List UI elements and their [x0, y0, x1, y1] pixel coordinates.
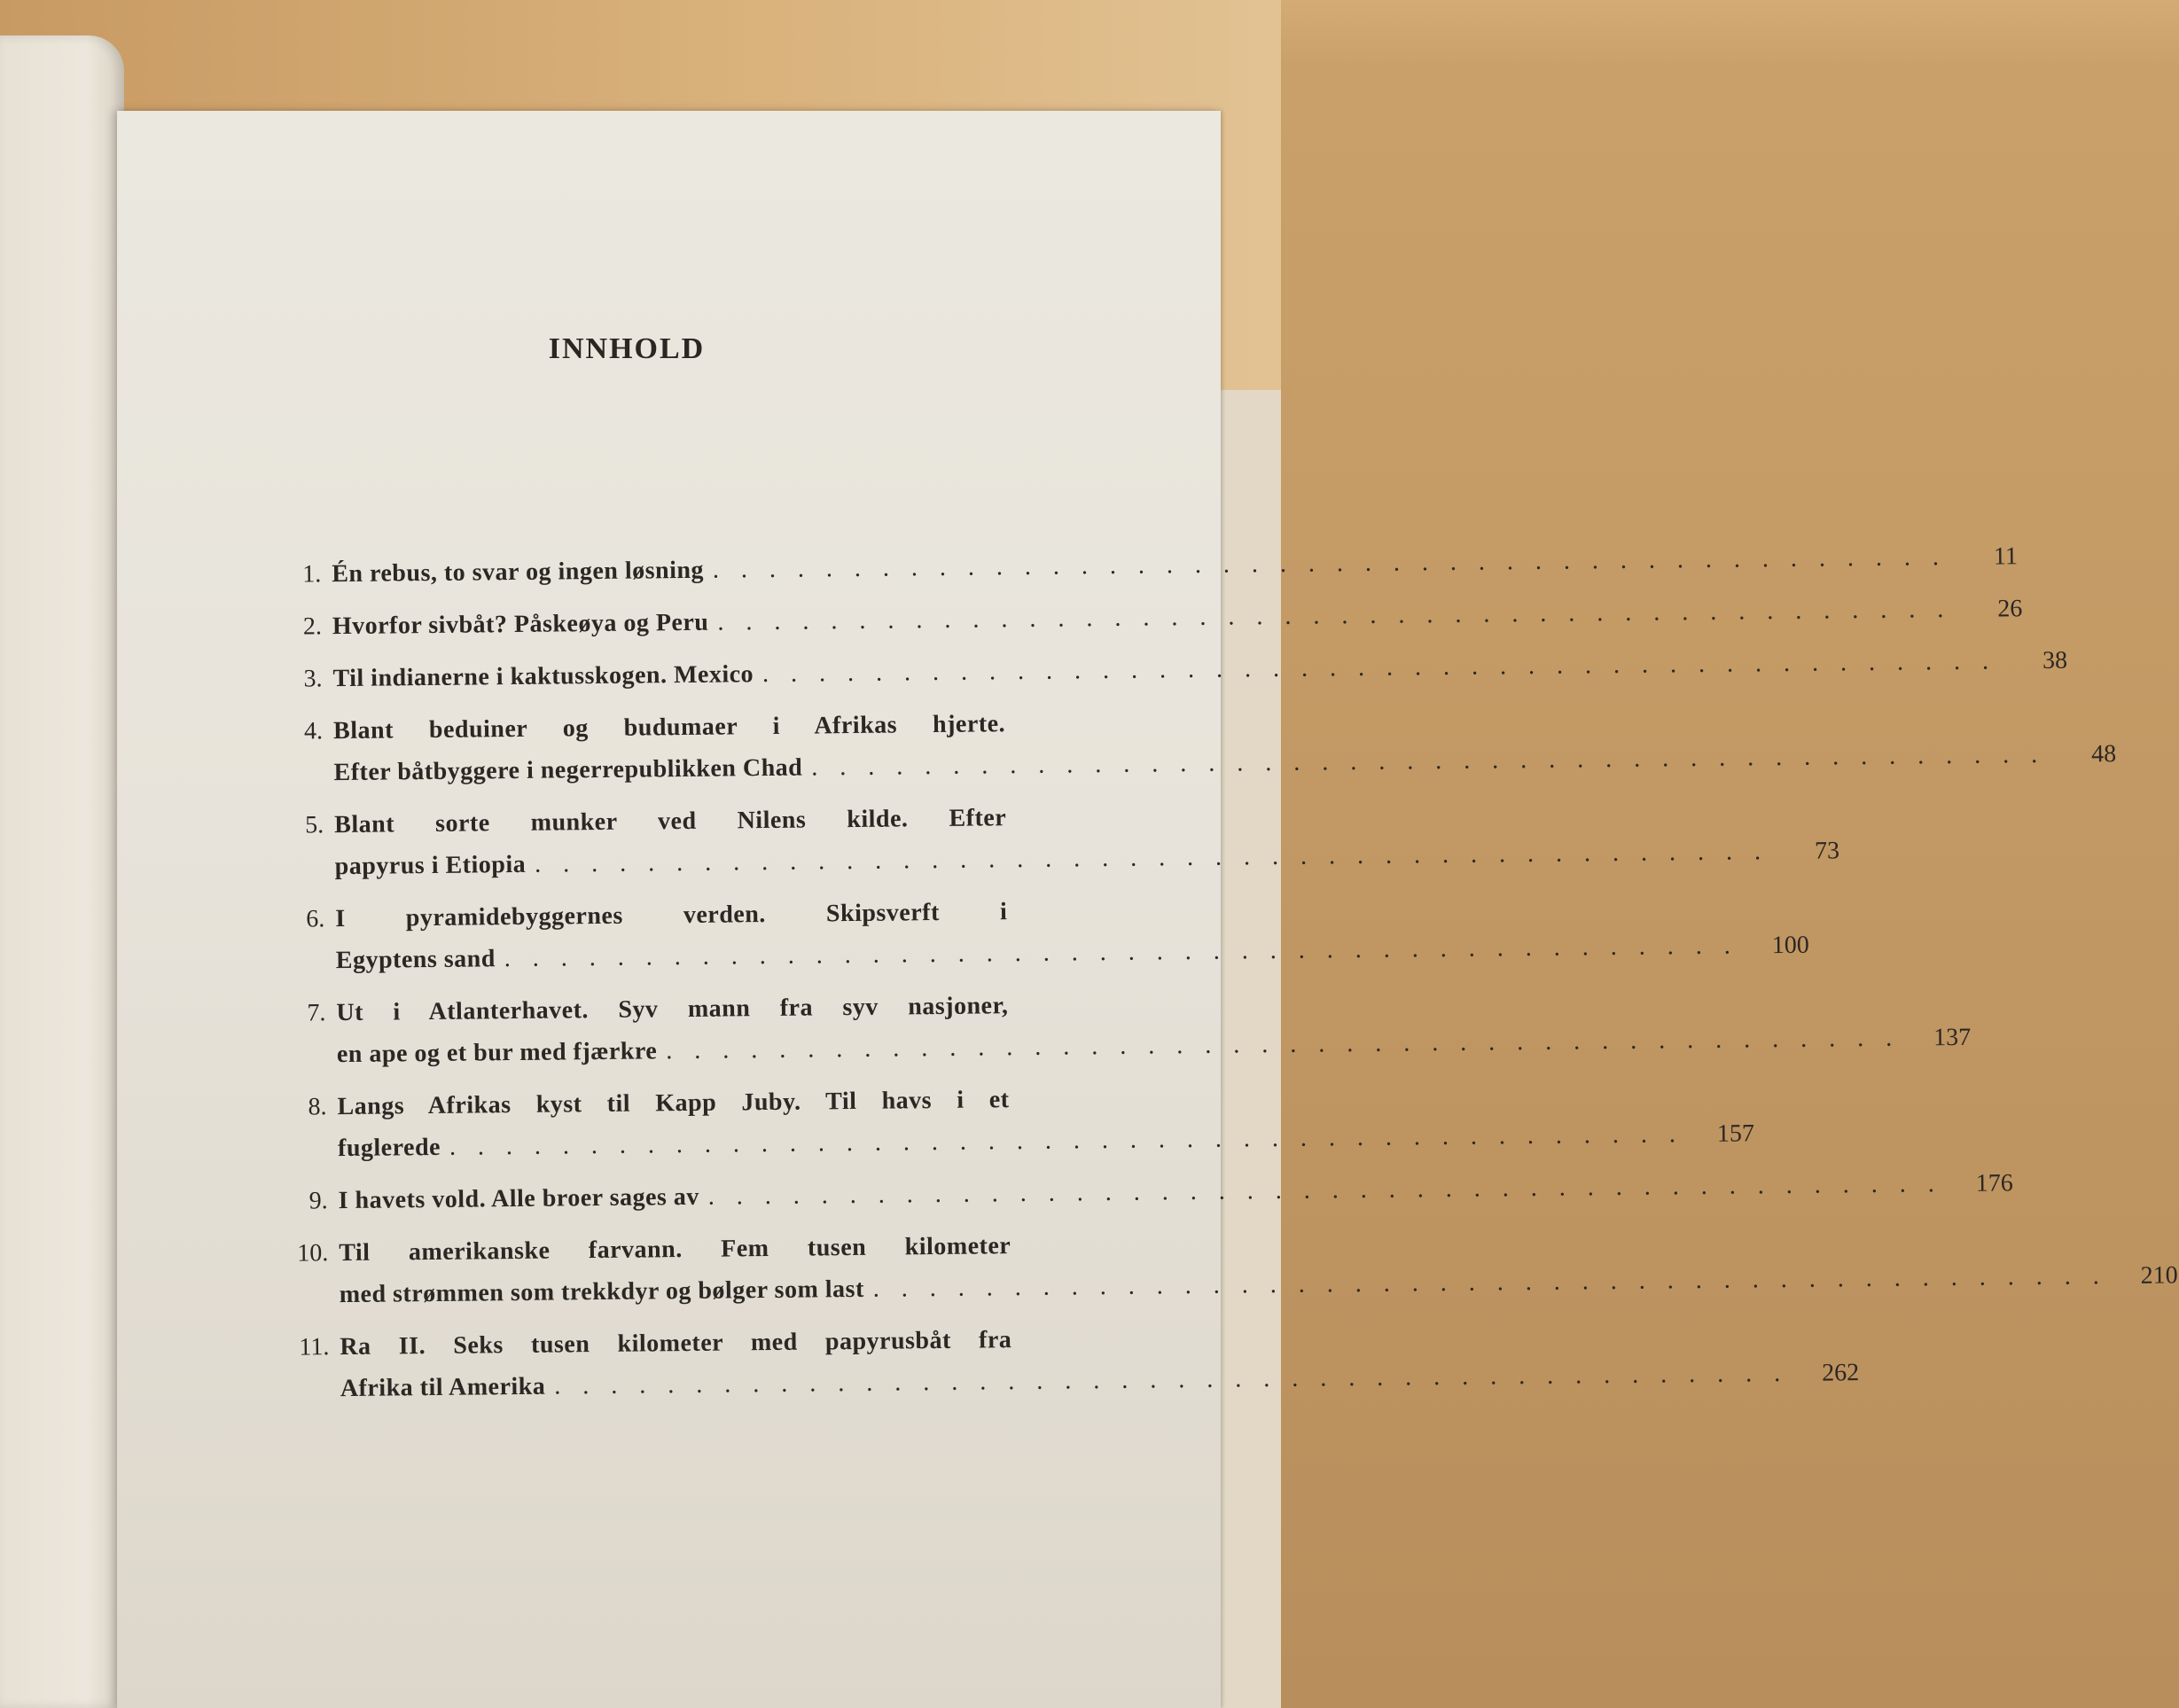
chapter-title: Efter båtbyggere i negerrepublikken Chad [333, 753, 803, 787]
toc-entry-line [265, 1119, 1755, 1170]
toc-entry [267, 1318, 1860, 1410]
chapter-title: Til amerikanske farvann. Fem tusen kilometer [339, 1232, 1011, 1267]
chapter-title: en ape og et bur med fjærkre [336, 1037, 658, 1069]
page-number: 48 [2091, 740, 2117, 768]
chapter-title: med strømmen som trekkdyr og bølger som last [339, 1275, 864, 1309]
page-number: 26 [1997, 595, 2023, 623]
chapter-title: fuglerede [337, 1133, 441, 1163]
chapter-title: Ra II. Seks tusen kilometer med papyrusbåt fra [340, 1326, 1012, 1361]
toc-entry [264, 1078, 1755, 1170]
chapter-title: Blant beduiner og budumaer i Afrikas hjerte. [332, 710, 1006, 745]
chapter-title: papyrus i Etiopia [334, 850, 527, 881]
page-number: 73 [1814, 837, 1840, 865]
indent [268, 1396, 340, 1397]
dot-leader: . . . . . . . . . . . . . . . . . . . . . . . . . . . . . . . . . . . . . . . . . . . . [534, 838, 1769, 878]
chapter-title: I pyramidebyggernes verden. Skipsverft i [335, 898, 1008, 933]
chapter-title: Blant sorte munker ved Nilens kilde. Efter [334, 804, 1007, 839]
book-page [117, 111, 2178, 1708]
toc-entry [266, 1224, 2178, 1316]
page-title: INNHOLD [548, 332, 706, 365]
indent [262, 874, 335, 875]
page-number: 38 [2042, 646, 2068, 675]
page-number: 137 [1933, 1023, 1972, 1052]
table-of-contents [259, 542, 2178, 1421]
page-number: 262 [1822, 1359, 1860, 1387]
toc-entry-line [260, 646, 2068, 700]
chapter-number: 1. [302, 560, 322, 589]
toc-entry [262, 796, 1840, 888]
chapter-number: 9. [308, 1187, 328, 1215]
chapter-number: 10. [297, 1239, 329, 1267]
dot-leader: . . . . . . . . . . . . . . . . . . . . . . . . . . . . . . . . . . . . . . . . . . . . [666, 1024, 1901, 1065]
dot-leader: . . . . . . . . . . . . . . . . . . . . . . . . . . . . . . . . . . . . . . . . . . . . [811, 740, 2046, 782]
indent [263, 968, 336, 969]
chapter-number: 5. [305, 811, 324, 839]
page-number: 11 [1993, 542, 2019, 571]
indent [265, 1156, 338, 1157]
indent [262, 780, 334, 781]
toc-entry-line [267, 1261, 2178, 1316]
toc-entry-line [268, 1359, 1860, 1410]
chapter-number: 3. [303, 665, 323, 693]
page-number: 176 [1975, 1169, 2013, 1197]
indent [264, 1062, 337, 1063]
left-page [0, 35, 124, 1708]
dot-leader: . . . . . . . . . . . . . . . . . . . . . . . . . . . . . . . . . . . . . . . . . . . . [872, 1262, 2107, 1303]
dot-leader: . . . . . . . . . . . . . . . . . . . . . . . . . . . . . . . . . . . . . . . . . . . . [761, 647, 1997, 689]
chapter-title: Egyptens sand [335, 945, 496, 975]
chapter-title: I havets vold. Alle broer sages av [338, 1182, 699, 1215]
toc-entry [259, 542, 2019, 596]
toc-entry [262, 890, 1809, 982]
toc-entry-line [262, 837, 1840, 888]
chapter-number: 4. [303, 717, 324, 745]
chapter-number: 11. [299, 1333, 330, 1361]
chapter-title: Til indianerne i kaktusskogen. Mexico [332, 660, 754, 693]
chapter-number: 2. [302, 612, 323, 641]
chapter-title: Afrika til Amerika [340, 1372, 546, 1403]
toc-entry [260, 646, 2068, 700]
chapter-number: 6. [306, 905, 325, 933]
page-number: 157 [1716, 1119, 1755, 1148]
toc-entry-line [263, 931, 1809, 982]
dot-leader: . . . . . . . . . . . . . . . . . . . . . . . . . . . . . . . . . . . . . . . . . . . . [504, 932, 1738, 973]
toc-entry-line [259, 542, 2019, 596]
page-number: 100 [1771, 931, 1809, 960]
toc-entry [263, 984, 1972, 1076]
chapter-title: Hvorfor sivbåt? Påskeøya og Peru [332, 608, 709, 641]
toc-entry-line [260, 595, 2023, 648]
chapter-number: 7. [307, 999, 326, 1027]
toc-entry [265, 1169, 2013, 1222]
dot-leader: . . . . . . . . . . . . . . . . . . . . . . . . . . . . . . . . . . . . . . . . . . . . [717, 596, 1952, 636]
indent [267, 1302, 340, 1303]
page-number: 210 [2140, 1261, 2178, 1290]
dot-leader: . . . . . . . . . . . . . . . . . . . . . . . . . . . . . . . . . . . . . . . . . . . . [712, 543, 1948, 584]
chapter-title: Ut i Atlanterhavet. Syv mann fra syv nasjoner, [336, 992, 1009, 1027]
toc-entry-line [264, 1023, 1972, 1076]
toc-entry [260, 595, 2023, 648]
toc-entry-line [265, 1169, 2013, 1222]
dot-leader: . . . . . . . . . . . . . . . . . . . . . . . . . . . . . . . . . . . . . . . . . . . . [707, 1170, 1942, 1211]
chapter-title: Langs Afrikas kyst til Kapp Juby. Til havs i et [337, 1086, 1010, 1121]
chapter-number: 8. [308, 1093, 327, 1121]
toc-entry [261, 702, 2117, 794]
dot-leader: . . . . . . . . . . . . . . . . . . . . . . . . . . . . . . . . . . . . . . . . . . . . [449, 1120, 1684, 1161]
dot-leader: . . . . . . . . . . . . . . . . . . . . . . . . . . . . . . . . . . . . . . . . . . . . [554, 1359, 1789, 1400]
chapter-title: Én rebus, to svar og ingen løsning [332, 556, 705, 589]
toc-entry-line [261, 740, 2117, 794]
